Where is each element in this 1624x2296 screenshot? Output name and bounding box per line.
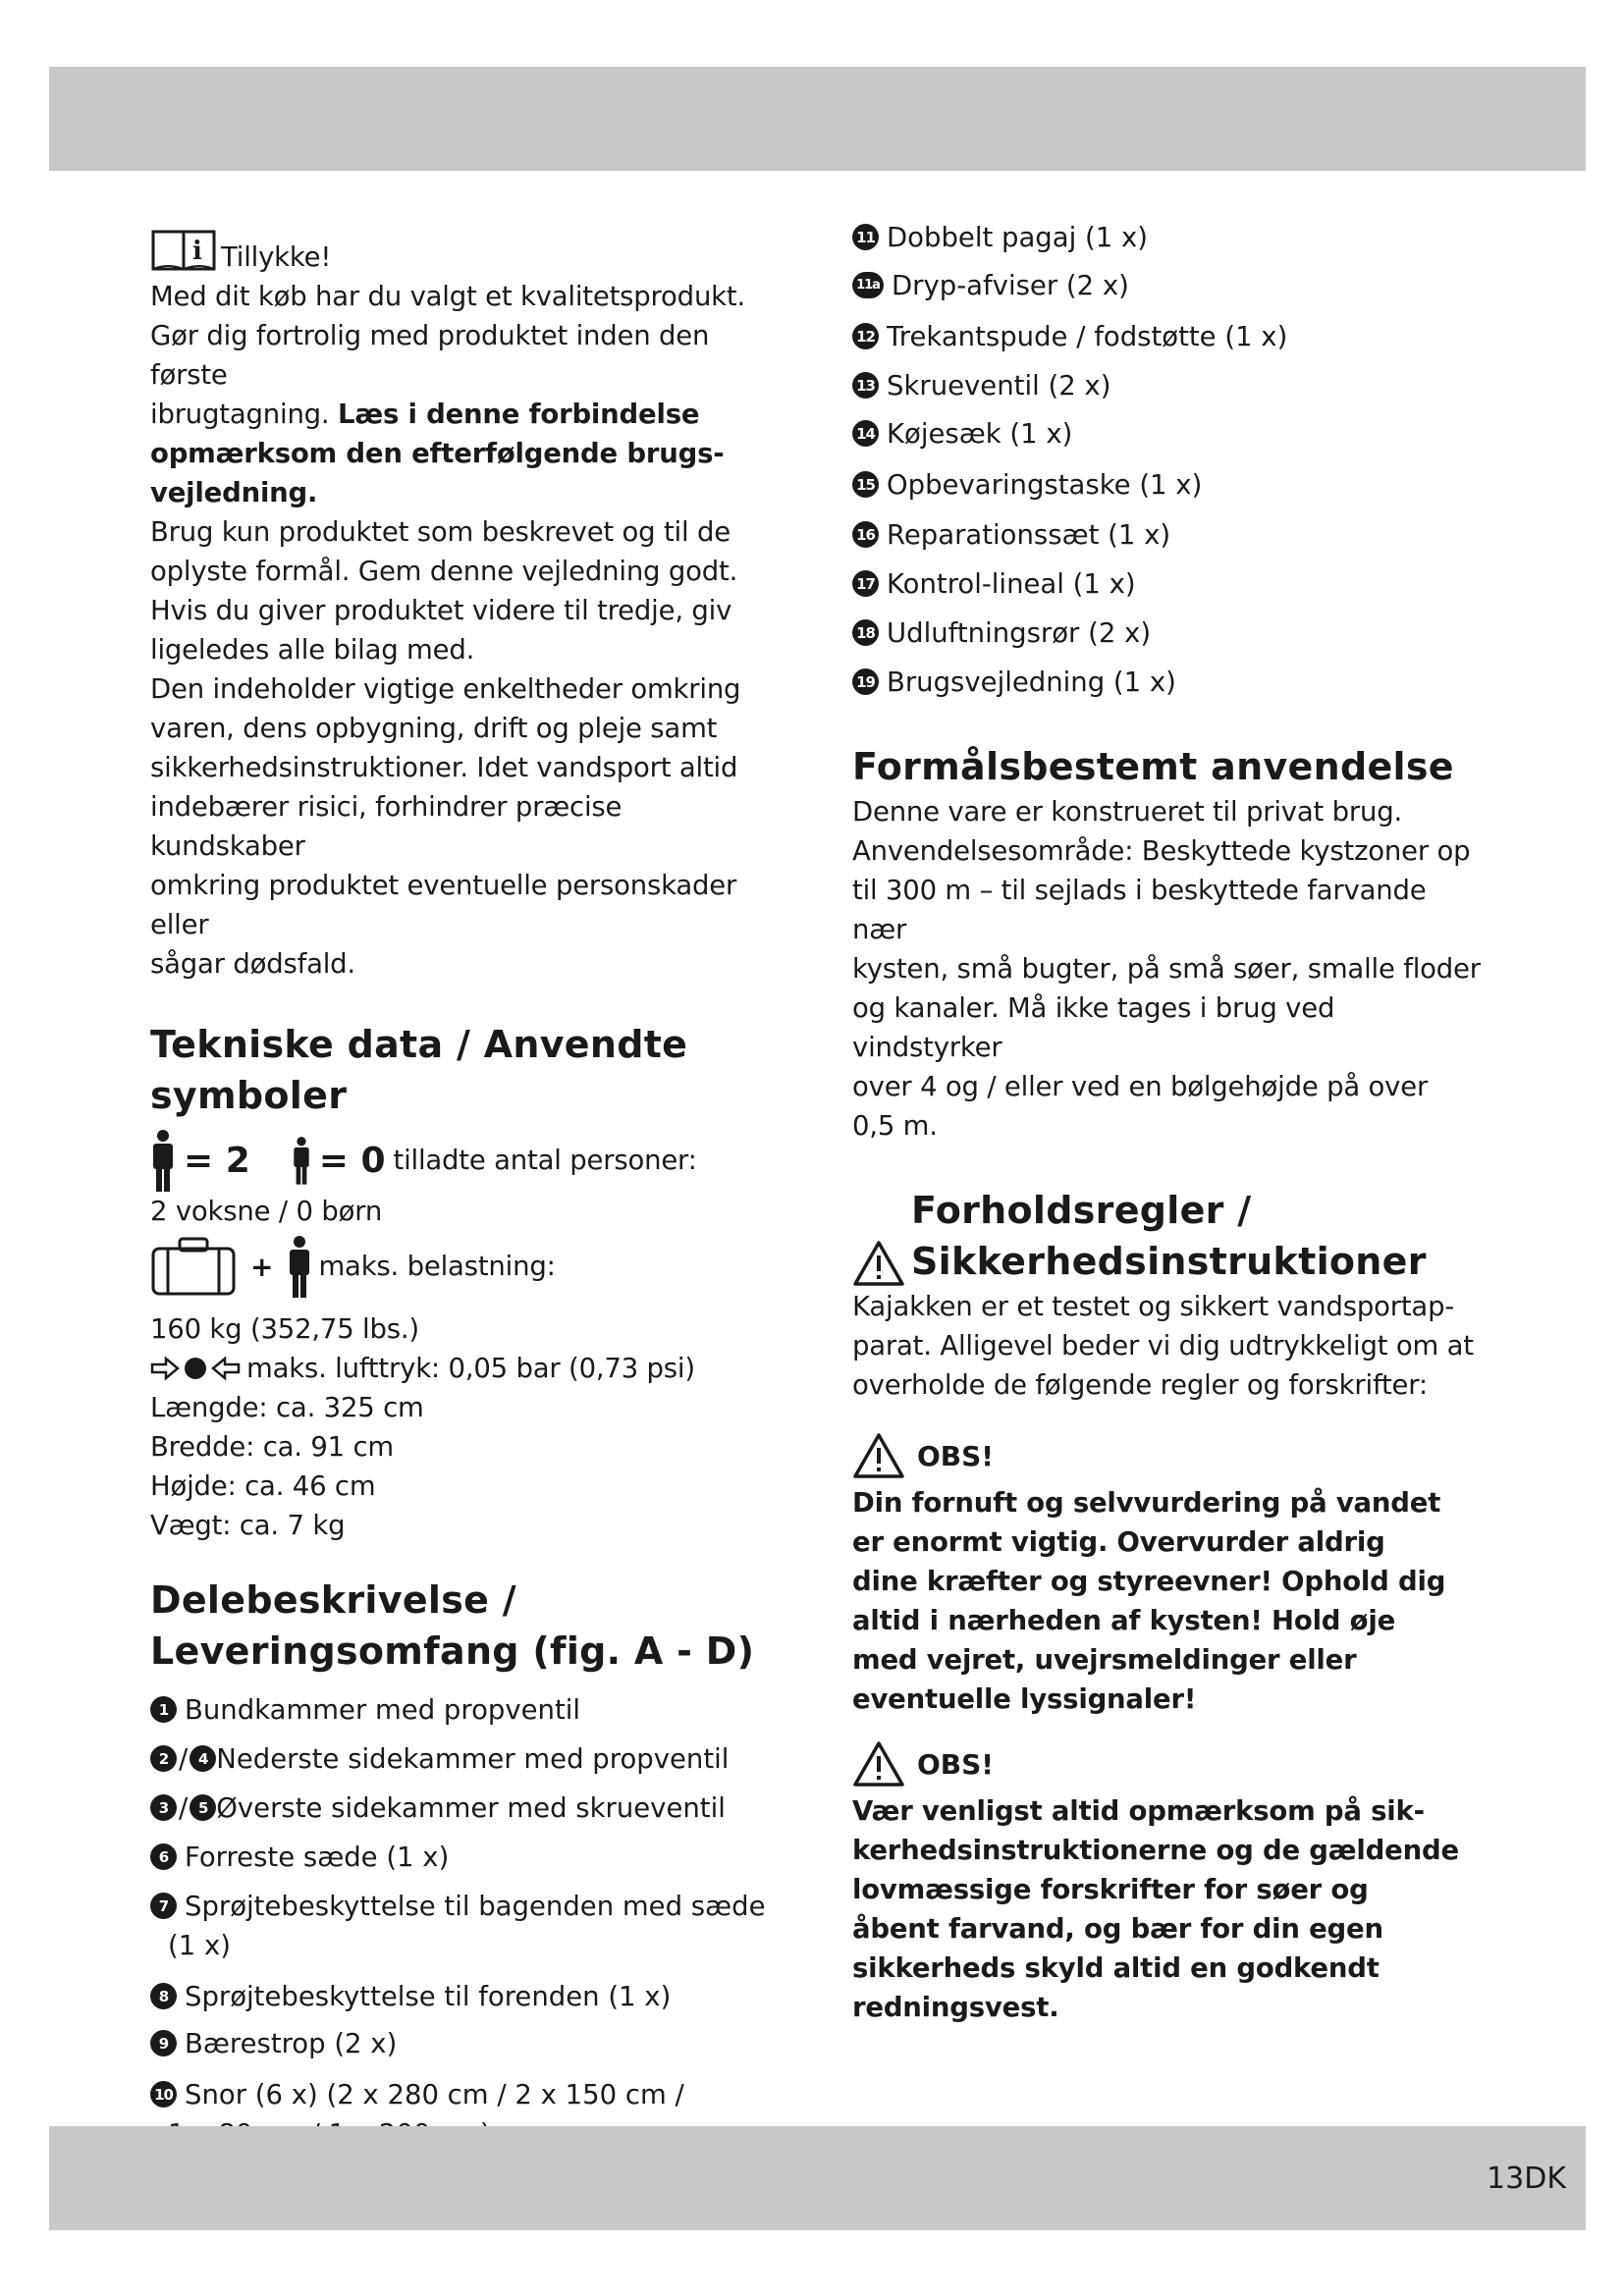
part-text: Sprøjtebeskyttelse til forenden (1 x) xyxy=(185,1981,672,2012)
part-text: Udluftningsrør (2 x) xyxy=(887,617,1152,649)
load-value: 160 kg (352,75 lbs.) xyxy=(150,1313,419,1345)
part-number: 6 xyxy=(150,1843,177,1870)
part-text: Kontrol-lineal (1 x) xyxy=(887,568,1136,600)
load-label: maks. belastning: xyxy=(318,1251,556,1282)
part-text: Dobbelt pagaj (1 x) xyxy=(887,222,1148,253)
purpose-line: over 4 og / eller ved en bølgehøjde på over xyxy=(852,1071,1429,1102)
part-number: 1 xyxy=(150,1696,177,1723)
tech-heading: symboler xyxy=(150,1074,348,1117)
obs-heading xyxy=(852,1736,1481,1791)
purpose-line: 0,5 m. xyxy=(852,1110,938,1142)
part-number: 16 xyxy=(852,521,879,548)
part-item xyxy=(852,515,1481,564)
child-person-icon xyxy=(292,1136,311,1185)
part-number: 15 xyxy=(852,471,879,498)
part-number: 3 xyxy=(150,1794,177,1821)
intro-line: indebærer risici, forhindrer præcise kundskaber xyxy=(150,791,623,862)
part-text: Skrueventil (2 x) xyxy=(887,370,1111,401)
part-item xyxy=(852,614,1481,663)
part-number: 7 xyxy=(150,1893,177,1919)
part-number: 9 xyxy=(150,2030,177,2056)
warning-line: redningsvest. xyxy=(852,1992,1059,2023)
persons-label: tilladte antal personer: xyxy=(393,1145,697,1176)
warning-line: med vejret, uvejrsmeldinger eller xyxy=(852,1644,1357,1676)
part-number: 4 xyxy=(189,1745,216,1772)
warning-triangle-icon xyxy=(852,1240,905,1287)
greeting: Tillykke! xyxy=(221,241,332,273)
part-number: 11 xyxy=(852,224,879,250)
intro-line: Med dit køb har du valgt et kvalitetsprodukt. xyxy=(150,281,746,312)
tech-heading: Tekniske data / Anvendte xyxy=(150,1023,688,1066)
right-column xyxy=(852,218,1481,2027)
part-item: 2 / 4 Nederste sidekammer med propventil xyxy=(150,1739,779,1789)
person-icon xyxy=(287,1235,312,1298)
part-text: Brugsvejledning (1 x) xyxy=(887,667,1176,698)
safety-heading: Forholdsregler / xyxy=(911,1189,1252,1232)
pressure-row xyxy=(150,1349,779,1388)
warning-triangle-icon xyxy=(852,1432,905,1479)
intro-line: ligeledes alle bilag med. xyxy=(150,634,475,666)
warning-line: eventuelle lyssignaler! xyxy=(852,1683,1197,1715)
obs-label: OBS! xyxy=(917,1439,995,1472)
warning-line: Vær venligst altid opmærksom på sik- xyxy=(852,1795,1425,1827)
warning-line: Din fornuft og selvvurdering på vandet xyxy=(852,1487,1441,1519)
purpose-line: til 300 m – til sejlads i beskyttede farvande nær xyxy=(852,875,1427,945)
part-number: 18 xyxy=(852,619,879,646)
purpose-line: Denne vare er konstrueret til privat brug. xyxy=(852,796,1403,828)
purpose-line: kysten, små bugter, på små søer, smalle floder xyxy=(852,953,1481,985)
part-text: Opbevaringstaske (1 x) xyxy=(887,469,1203,501)
safety-heading-row xyxy=(852,1185,1481,1287)
part-text: Reparationssæt (1 x) xyxy=(887,519,1171,551)
part-number: 5 xyxy=(189,1794,216,1821)
part-text: (1 x) xyxy=(168,1930,231,1961)
adults-count: = 2 xyxy=(184,1140,250,1181)
page-number: 13DK xyxy=(1487,2162,1566,2196)
part-item xyxy=(150,1977,779,2024)
parts-heading: Leveringsomfang (fig. A - D) xyxy=(150,1629,755,1673)
header-band xyxy=(49,67,1586,171)
safety-heading: Sikkerhedsinstruktioner xyxy=(911,1240,1427,1283)
purpose-line: og kanaler. Må ikke tages i brug ved vindstyrker xyxy=(852,992,1335,1063)
intro-line: Gør dig fortrolig med produktet inden den første xyxy=(150,320,710,391)
safety-line: parat. Alligevel beder vi dig udtrykkeligt om at xyxy=(852,1330,1474,1362)
luggage-icon xyxy=(150,1235,237,1298)
left-column xyxy=(150,218,779,2154)
part-item xyxy=(852,266,1481,317)
part-text: Sprøjtebeskyttelse til bagenden med sæde xyxy=(185,1891,766,1922)
warning-line: kerhedsinstruktionerne og de gældende xyxy=(852,1835,1459,1866)
intro-line: Brug kun produktet som beskrevet og til de xyxy=(150,516,731,548)
height: Højde: ca. 46 cm xyxy=(150,1470,376,1502)
children-count: = 0 xyxy=(318,1140,386,1181)
info-book-icon xyxy=(150,224,217,277)
safety-line: Kajakken er et testet og sikkert vandsportap- xyxy=(852,1291,1455,1322)
intro-line: Den indeholder vigtige enkeltheder omkring xyxy=(150,673,741,705)
part-number: 17 xyxy=(852,570,879,597)
part-item xyxy=(150,1690,779,1739)
part-text: Trekantspude / fodstøtte (1 x) xyxy=(887,321,1288,352)
part-number: 11a xyxy=(852,272,884,298)
obs-label: OBS! xyxy=(917,1747,995,1781)
intro-line: vejledning. xyxy=(150,477,318,508)
intro-line: sikkerhedsinstruktioner. Idet vandsport altid xyxy=(150,752,738,783)
part-text: Bundkammer med propventil xyxy=(185,1694,581,1726)
part-item xyxy=(150,1838,779,1887)
intro-heading xyxy=(150,218,779,277)
part-text: Bærestrop (2 x) xyxy=(185,2028,398,2059)
weight: Vægt: ca. 7 kg xyxy=(150,1510,346,1541)
part-item xyxy=(150,1887,779,1926)
part-item xyxy=(852,414,1481,465)
width: Bredde: ca. 91 cm xyxy=(150,1431,395,1463)
warning-triangle-icon xyxy=(852,1740,905,1788)
part-item xyxy=(852,366,1481,414)
part-number: 19 xyxy=(852,668,879,695)
part-text: Dryp-afviser (2 x) xyxy=(892,270,1129,301)
safety-line: overholde de følgende regler og forskrifter: xyxy=(852,1369,1428,1401)
part-item: 3 / 5 Øverste sidekammer med skrueventil xyxy=(150,1789,779,1838)
part-text: Køjesæk (1 x) xyxy=(887,418,1073,450)
part-number: 8 xyxy=(150,1983,177,2009)
plus-sign: + xyxy=(250,1250,274,1283)
warning-line: er enormt vigtig. Overvurder aldrig xyxy=(852,1526,1385,1558)
footer-band xyxy=(49,2126,1586,2230)
persons-symbols xyxy=(150,1131,779,1190)
length: Længde: ca. 325 cm xyxy=(150,1392,424,1423)
adult-person-icon xyxy=(150,1129,176,1192)
warning-line: dine kræfter og styreevner! Ophold dig xyxy=(852,1566,1446,1597)
pressure-text: maks. lufttryk: 0,05 bar (0,73 psi) xyxy=(246,1353,695,1384)
part-item xyxy=(852,218,1481,266)
part-number: 10 xyxy=(150,2081,177,2108)
intro-line: omkring produktet eventuelle personskader eller xyxy=(150,870,737,940)
purpose-heading: Formålsbestemt anvendelse xyxy=(852,745,1454,788)
part-item xyxy=(150,2075,779,2114)
svg-text:i: i xyxy=(192,237,202,266)
intro-line: sågar dødsfald. xyxy=(150,948,355,980)
parts-heading: Delebeskrivelse / xyxy=(150,1578,516,1622)
load-symbols xyxy=(150,1231,779,1302)
part-item xyxy=(150,2024,779,2075)
part-number: 2 xyxy=(150,1745,177,1772)
intro-line: varen, dens opbygning, drift og pleje samt xyxy=(150,713,718,744)
purpose-line: Anvendelsesområde: Beskyttede kystzoner op xyxy=(852,835,1471,867)
air-pressure-icon xyxy=(150,1355,241,1382)
warning-line: åbent farvand, og bær for din egen xyxy=(852,1913,1383,1945)
part-item xyxy=(852,465,1481,515)
part-item xyxy=(852,564,1481,614)
intro-line: ibrugtagning. Læs i denne forbindelse xyxy=(150,399,700,430)
intro-line: opmærksom den efterfølgende brugs- xyxy=(150,438,725,469)
part-number: 13 xyxy=(852,372,879,399)
warning-line: lovmæssige forskrifter for søer og xyxy=(852,1874,1369,1905)
part-text: Nederste sidekammer med propventil xyxy=(216,1743,730,1775)
warning-line: altid i nærheden af kysten! Hold øje xyxy=(852,1605,1396,1636)
part-number: 14 xyxy=(852,420,879,447)
part-item xyxy=(852,317,1481,366)
persons-value: 2 voksne / 0 børn xyxy=(150,1196,383,1227)
part-item xyxy=(852,663,1481,712)
part-item-cont xyxy=(150,1926,779,1977)
obs-heading xyxy=(852,1428,1481,1483)
part-text: Øverste sidekammer med skrueventil xyxy=(216,1792,726,1824)
warning-line: sikkerheds skyld altid en godkendt xyxy=(852,1952,1380,1984)
intro-line: oplyste formål. Gem denne vejledning godt. xyxy=(150,556,738,587)
part-text: Snor (6 x) (2 x 280 cm / 2 x 150 cm / xyxy=(185,2079,684,2110)
intro-line: Hvis du giver produktet videre til tredje, giv xyxy=(150,595,732,626)
part-number: 12 xyxy=(852,323,879,349)
part-text: Forreste sæde (1 x) xyxy=(185,1842,450,1873)
